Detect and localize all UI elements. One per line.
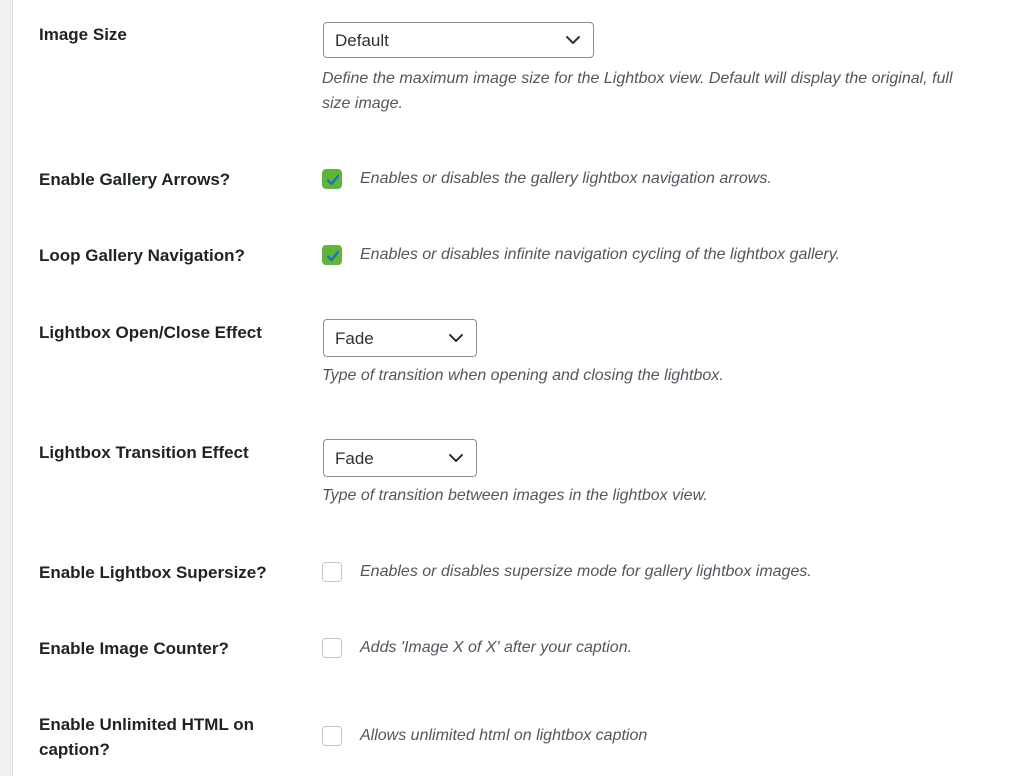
image-counter-description: Adds 'Image X of X' after your caption. <box>360 639 633 656</box>
open-close-effect-selected-value: Fade <box>335 329 374 348</box>
transition-effect-selected-value: Fade <box>335 449 374 468</box>
supersize-description: Enables or disables supersize mode for gallery lightbox images. <box>360 563 812 580</box>
supersize-label: Enable Lightbox Supersize? <box>39 563 267 582</box>
transition-effect-label: Lightbox Transition Effect <box>39 443 249 462</box>
gallery-arrows-label: Enable Gallery Arrows? <box>39 170 231 189</box>
image-size-label: Image Size <box>39 25 127 44</box>
image-counter-checkbox[interactable] <box>322 638 342 658</box>
checkmark-icon <box>325 172 341 188</box>
transition-effect-description: Type of transition between images in the lightbox view. <box>322 487 708 504</box>
supersize-checkbox[interactable] <box>322 562 342 582</box>
open-close-effect-description: Type of transition when opening and closing the lightbox. <box>322 367 724 384</box>
open-close-effect-select[interactable] <box>323 319 477 357</box>
loop-navigation-description: Enables or disables infinite navigation cycling of the lightbox gallery. <box>360 246 840 263</box>
open-close-effect-label: Lightbox Open/Close Effect <box>39 323 262 342</box>
checkmark-icon <box>325 248 341 264</box>
loop-navigation-checkbox[interactable] <box>322 245 342 265</box>
unlimited-html-checkbox[interactable] <box>322 726 342 746</box>
image-size-selected-value: Default <box>335 31 389 50</box>
chevron-down-icon <box>565 33 581 47</box>
image-size-select[interactable] <box>323 22 594 58</box>
unlimited-html-label: Enable Unlimited HTML on caption? <box>39 715 255 759</box>
image-counter-label: Enable Image Counter? <box>39 639 229 658</box>
loop-navigation-label: Loop Gallery Navigation? <box>39 246 245 265</box>
gallery-arrows-checkbox[interactable] <box>322 169 342 189</box>
gallery-arrows-description: Enables or disables the gallery lightbox navigation arrows. <box>360 170 772 187</box>
chevron-down-icon <box>448 451 464 465</box>
unlimited-html-description: Allows unlimited html on lightbox caption <box>360 727 648 744</box>
chevron-down-icon <box>448 331 464 345</box>
transition-effect-select[interactable] <box>323 439 477 477</box>
image-size-description: Define the maximum image size for the Lightbox view. Default will display the original, full size image. <box>322 70 953 112</box>
settings-panel <box>12 0 1024 776</box>
